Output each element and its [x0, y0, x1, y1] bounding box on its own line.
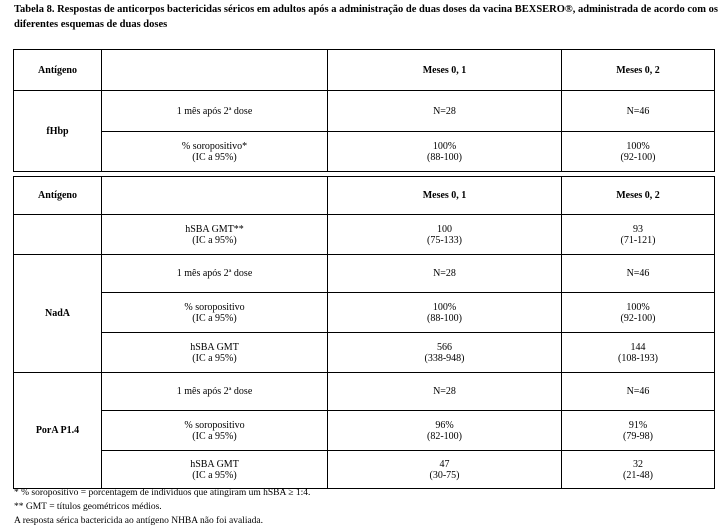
header-months-0-2: Meses 0, 2	[562, 50, 715, 91]
value-ci: (71-121)	[620, 234, 656, 246]
cell-value: N=28	[328, 91, 562, 132]
cell-value	[562, 333, 715, 373]
row-label-main: % soropositivo	[184, 301, 245, 313]
cell-value	[328, 451, 562, 489]
value-main: 100%	[626, 140, 650, 152]
value-main: 566	[437, 341, 452, 353]
row-label: 1 mês após 2ª dose	[102, 91, 328, 132]
value-main: 100	[437, 223, 452, 235]
cell-value	[562, 132, 715, 172]
table-row	[14, 132, 715, 172]
header-months-0-1: Meses 0, 1	[328, 177, 562, 215]
value-ci: (338-948)	[424, 352, 465, 364]
cell-value	[328, 293, 562, 333]
cell-value	[328, 132, 562, 172]
table-row	[14, 215, 715, 255]
row-label	[102, 132, 328, 172]
value-ci: (75-133)	[427, 234, 462, 246]
row-label-ci: (IC a 95%)	[192, 469, 237, 481]
value-main: 47	[439, 458, 450, 470]
row-label-main: % soropositivo*	[181, 140, 248, 152]
header-empty	[102, 177, 328, 215]
header-empty	[102, 50, 328, 91]
table-header-row	[14, 177, 715, 215]
footnotes	[14, 486, 714, 528]
value-ci: (88-100)	[427, 312, 462, 324]
antigen-empty	[14, 215, 102, 255]
table-row	[14, 293, 715, 333]
value-ci: (108-193)	[618, 352, 658, 364]
antigen-pora: PorA P1.4	[14, 373, 102, 489]
value-ci: (88-100)	[427, 151, 462, 163]
cell-value	[328, 215, 562, 255]
table-row	[14, 373, 715, 411]
table-header-row	[14, 50, 715, 91]
row-label	[102, 333, 328, 373]
cell-value: N=46	[562, 255, 715, 293]
table-row	[14, 411, 715, 451]
row-label-main: hSBA GMT	[190, 341, 239, 353]
cell-value	[562, 411, 715, 451]
cell-value: N=28	[328, 373, 562, 411]
row-label-ci: (IC a 95%)	[192, 312, 237, 324]
value-ci: (79-98)	[623, 430, 653, 442]
cell-value	[562, 451, 715, 489]
footnote: A resposta sérica bactericida ao antígeno NHBA não foi avaliada.	[14, 516, 264, 526]
row-label	[102, 293, 328, 333]
header-months-0-1: Meses 0, 1	[328, 50, 562, 91]
value-ci: (30-75)	[429, 469, 460, 481]
antigen-fhbp: fHbp	[14, 91, 102, 172]
row-label-ci: (IC a 95%)	[192, 352, 237, 364]
row-label-main: hSBA GMT**	[185, 223, 244, 235]
value-main: 93	[633, 223, 643, 235]
footnote: * % soropositivo = porcentagem de indivíduos que atingiram um hSBA ≥ 1:4.	[14, 488, 311, 498]
cell-value	[562, 293, 715, 333]
table-row	[14, 91, 715, 132]
cell-value	[562, 215, 715, 255]
cell-value: N=46	[562, 373, 715, 411]
value-ci: (92-100)	[620, 151, 656, 163]
row-label-main: % soropositivo	[184, 419, 245, 431]
row-label: 1 mês após 2ª dose	[102, 373, 328, 411]
row-label-ci: (IC a 95%)	[192, 151, 237, 163]
antigen-nada: NadA	[14, 255, 102, 373]
footnote: ** GMT = títulos geométricos médios.	[14, 502, 162, 512]
header-months-0-2: Meses 0, 2	[562, 177, 715, 215]
table-row	[14, 333, 715, 373]
row-label-main: hSBA GMT	[190, 458, 239, 470]
value-main: 100%	[626, 301, 650, 313]
value-main: 96%	[435, 419, 454, 431]
value-main: 91%	[628, 419, 648, 431]
header-antigen: Antígeno	[14, 50, 102, 91]
value-ci: (21-48)	[623, 469, 653, 481]
value-main: 32	[633, 458, 643, 470]
header-antigen: Antígeno	[14, 177, 102, 215]
row-label: 1 mês após 2ª dose	[102, 255, 328, 293]
row-label	[102, 411, 328, 451]
value-main: 100%	[432, 301, 457, 313]
cell-value	[328, 333, 562, 373]
table-row	[14, 255, 715, 293]
cell-value	[328, 411, 562, 451]
value-ci: (82-100)	[427, 430, 462, 442]
row-label	[102, 451, 328, 489]
cell-value: N=46	[562, 91, 715, 132]
table-caption: Tabela 8. Respostas de anticorpos bactericidas séricos em adultos após a administração de duas doses da vacina BEXSERO®, administrada de acordo com os diferentes esquemas de duas doses	[14, 4, 718, 30]
row-label-ci: (IC a 95%)	[192, 234, 237, 246]
antibody-response-table	[13, 49, 715, 489]
value-ci: (92-100)	[620, 312, 656, 324]
table-row	[14, 451, 715, 489]
value-main: 100%	[432, 140, 457, 152]
cell-value: N=28	[328, 255, 562, 293]
row-label-ci: (IC a 95%)	[192, 430, 237, 442]
value-main: 144	[630, 341, 646, 353]
row-label	[102, 215, 328, 255]
